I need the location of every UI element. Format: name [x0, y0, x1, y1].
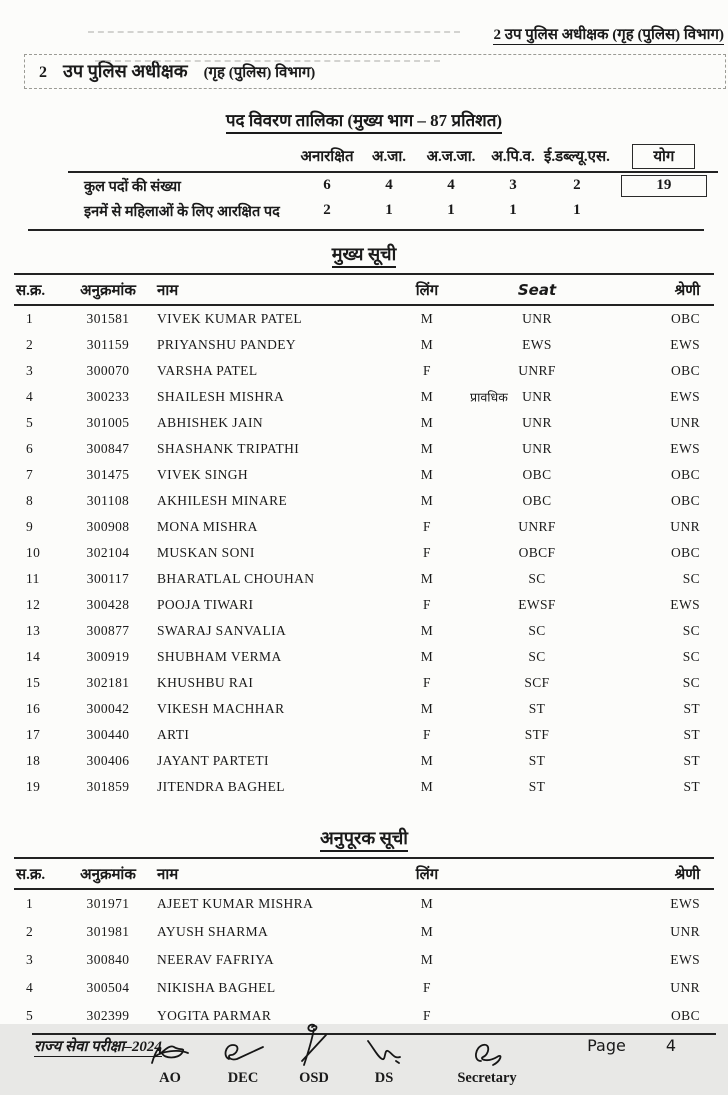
cell-category: OBC: [671, 363, 700, 378]
cell-roll: 302181: [86, 675, 130, 690]
cell-roll: 302399: [86, 1008, 130, 1023]
cell-gender: F: [423, 545, 431, 560]
cell-roll: 301475: [86, 467, 130, 482]
signature-ds: DS: [352, 1037, 416, 1087]
cell-name: VIKESH MACHHAR: [157, 701, 285, 716]
cell-sno: 13: [26, 623, 41, 638]
cell-sno: 2: [26, 337, 34, 352]
cell-sno: 18: [26, 753, 41, 768]
cell-sno: 8: [26, 493, 34, 508]
cell-category: ST: [683, 779, 700, 794]
cell-sno: 6: [26, 441, 34, 456]
table-row: [14, 889, 714, 918]
cell-gender: F: [423, 519, 431, 534]
cell-roll: 300117: [86, 571, 130, 586]
summary-value: 4: [385, 177, 393, 193]
cell-roll: 300440: [86, 727, 130, 742]
cell-roll: 300877: [86, 623, 130, 638]
cell-name: SHAILESH MISHRA: [157, 389, 285, 404]
cell-sno: 2: [26, 924, 34, 939]
table-row: [14, 436, 714, 462]
table-row: [14, 722, 714, 748]
main-list-table: [14, 273, 714, 800]
cell-gender: F: [423, 727, 431, 742]
exam-label: राज्य सेवा परीक्षा–2024: [34, 1036, 162, 1057]
page-number: 4: [665, 1036, 676, 1055]
cell-sno: 15: [26, 675, 41, 690]
cell-roll: 300233: [86, 389, 130, 404]
cell-seat: OBC: [522, 493, 552, 508]
cell-sno: 19: [26, 779, 41, 794]
cell-roll: 301108: [86, 493, 130, 508]
cell-seat: UNRF: [518, 519, 556, 534]
cell-seat: UNR: [522, 441, 552, 456]
total-label-box: योग: [632, 144, 695, 169]
cell-category: EWS: [670, 441, 700, 456]
cell-name: NIKISHA BAGHEL: [157, 980, 276, 995]
cell-seat: SC: [528, 649, 546, 664]
cell-seat: UNR: [522, 415, 552, 430]
corner-note-text: 2 उप पुलिस अधीक्षक (गृह (पुलिस) विभाग): [493, 27, 724, 43]
cell-gender: M: [420, 924, 434, 939]
cell-gender: M: [420, 952, 434, 967]
cell-name: MONA MISHRA: [157, 519, 258, 534]
cell-name: VIVEK SINGH: [157, 467, 249, 482]
cell-sno: 16: [26, 701, 41, 716]
cell-gender: F: [423, 675, 431, 690]
cell-gender: F: [423, 363, 431, 378]
cell-gender: F: [423, 980, 431, 995]
provisional-note: प्रावधिक: [470, 390, 508, 405]
signature-ao: AO: [138, 1039, 202, 1087]
summary-header-sc: अ.जा.: [358, 141, 420, 172]
summary-table-title: पद विवरण तालिका (मुख्य भाग – 87 प्रतिशत): [0, 108, 728, 131]
table-row: [14, 332, 714, 358]
cell-name: ARTI: [157, 727, 190, 742]
cell-sno: 7: [26, 467, 34, 482]
signature-osd: OSD: [282, 1021, 346, 1087]
summary-row-label: इनमें से महिलाओं के लिए आरक्षित पद: [84, 203, 280, 220]
page-indicator: [587, 1036, 690, 1057]
cell-roll: 300919: [86, 649, 130, 664]
cell-category: OBC: [671, 493, 700, 508]
page-footer: [0, 1033, 728, 1086]
cell-roll: 300504: [86, 980, 130, 995]
cell-gender: M: [420, 441, 434, 456]
summary-header-total: [610, 141, 718, 172]
cell-sno: 4: [26, 980, 34, 995]
col-header-roll: अनुक्रमांक: [69, 274, 147, 305]
cell-category: EWS: [670, 389, 700, 404]
cell-category: EWS: [670, 952, 700, 967]
cell-name: BHARATLAL CHOUHAN: [157, 571, 315, 586]
table-row: [14, 1002, 714, 1030]
col-header-category: श्रेणी: [608, 274, 714, 305]
col-header-sno: स.क्र.: [14, 274, 69, 305]
cell-seat: EWSF: [518, 597, 556, 612]
supplementary-list-title: अनुपूरक सूची: [0, 826, 728, 850]
cell-seat: SCF: [524, 675, 550, 690]
table-row: [14, 358, 714, 384]
cell-sno: 1: [26, 311, 34, 326]
cell-sno: 17: [26, 727, 41, 742]
department-number: 2: [39, 64, 47, 81]
table-row: [14, 592, 714, 618]
cell-sno: 10: [26, 545, 41, 560]
summary-value: 1: [573, 202, 581, 218]
cell-seat: ST: [528, 779, 546, 794]
cell-name: SHASHANK TRIPATHI: [157, 441, 300, 456]
cell-name: YOGITA PARMAR: [157, 1008, 272, 1023]
table-row: [14, 946, 714, 974]
cell-name: POOJA TIWARI: [157, 597, 254, 612]
cell-category: UNR: [670, 980, 700, 995]
summary-value: 1: [447, 202, 455, 218]
cell-gender: M: [420, 467, 434, 482]
summary-header-obc: अ.पि.व.: [482, 141, 544, 172]
cell-category: SC: [682, 649, 700, 664]
table-row: [14, 514, 714, 540]
cell-sno: 3: [26, 363, 34, 378]
signature-secretary: Secretary: [432, 1039, 542, 1087]
cell-seat: OBC: [522, 467, 552, 482]
main-list-body: [14, 305, 714, 800]
total-value-box: 19: [621, 175, 707, 197]
cell-roll: 301159: [86, 337, 130, 352]
cell-sno: 5: [26, 415, 34, 430]
cell-seat: EWS: [522, 337, 552, 352]
cell-name: SWARAJ SANVALIA: [157, 623, 287, 638]
cell-category: ST: [683, 727, 700, 742]
table-row: [14, 305, 714, 332]
cell-category: UNR: [670, 415, 700, 430]
table-row: [14, 410, 714, 436]
cell-name: VARSHA PATEL: [157, 363, 258, 378]
table-row: [14, 774, 714, 800]
table-row: [14, 566, 714, 592]
cell-name: NEERAV FAFRIYA: [157, 952, 275, 967]
cell-seat: ST: [528, 753, 546, 768]
cell-name: ABHISHEK JAIN: [157, 415, 264, 430]
cell-category: ST: [683, 753, 700, 768]
cell-gender: M: [420, 493, 434, 508]
cell-name: PRIYANSHU PANDEY: [157, 337, 297, 352]
table-row: [14, 748, 714, 774]
cell-roll: 301971: [86, 896, 130, 911]
cell-gender: M: [420, 389, 434, 404]
cell-roll: 301581: [86, 311, 130, 326]
cell-roll: 300070: [86, 363, 130, 378]
summary-total-cell: [610, 172, 718, 198]
scan-artifact-line: [88, 31, 460, 33]
cell-category: UNR: [670, 924, 700, 939]
cell-sno: 3: [26, 952, 34, 967]
cell-name: AKHILESH MINARE: [157, 493, 288, 508]
cell-seat: STF: [524, 727, 550, 742]
cell-roll: 300042: [86, 701, 130, 716]
col-header-roll: अनुक्रमांक: [69, 858, 147, 889]
cell-roll: 301859: [86, 779, 130, 794]
cell-roll: 300908: [86, 519, 130, 534]
cell-roll: 301981: [86, 924, 130, 939]
table-row: [14, 462, 714, 488]
col-header-gender: लिंग: [388, 274, 466, 305]
cell-roll: 300840: [86, 952, 130, 967]
summary-value: 3: [509, 177, 517, 193]
cell-gender: M: [420, 649, 434, 664]
cell-gender: M: [420, 701, 434, 716]
cell-category: SC: [682, 675, 700, 690]
table-row: [14, 974, 714, 1002]
post-summary-table: [68, 141, 718, 223]
summary-value: 6: [323, 177, 331, 193]
cell-name: JAYANT PARTETI: [157, 753, 269, 768]
cell-sno: 5: [26, 1008, 34, 1023]
supplementary-header-row: [14, 858, 714, 889]
supplementary-list-body: [14, 889, 714, 1030]
cell-seat: SC: [528, 623, 546, 638]
col-header-name: नाम: [147, 274, 388, 305]
page-label: Page: [587, 1036, 626, 1055]
summary-value: 4: [447, 177, 455, 193]
cell-gender: M: [420, 311, 434, 326]
summary-header-empty: [68, 141, 296, 172]
table-row: [14, 644, 714, 670]
cell-category: SC: [682, 571, 700, 586]
cell-name: MUSKAN SONI: [157, 545, 255, 560]
cell-gender: M: [420, 623, 434, 638]
corner-note: [0, 0, 728, 45]
cell-category: OBC: [671, 467, 700, 482]
cell-seat: UNR: [522, 311, 552, 326]
cell-category: OBC: [671, 311, 700, 326]
col-header-gender: लिंग: [388, 858, 466, 889]
cell-name: VIVEK KUMAR PATEL: [157, 311, 303, 326]
cell-category: OBC: [671, 545, 700, 560]
cell-category: ST: [683, 701, 700, 716]
cell-gender: F: [423, 1008, 431, 1023]
cell-sno: 11: [26, 571, 40, 586]
cell-name: JITENDRA BAGHEL: [157, 779, 285, 794]
cell-category: EWS: [670, 597, 700, 612]
cell-gender: M: [420, 415, 434, 430]
horizontal-rule: [28, 229, 704, 231]
cell-gender: M: [420, 779, 434, 794]
summary-row-label: कुल पदों की संख्या: [84, 178, 181, 195]
cell-seat: प्रावधिक UNR: [470, 389, 552, 405]
main-list-title: मुख्य सूची: [0, 242, 728, 266]
cell-sno: 14: [26, 649, 41, 664]
summary-value: 2: [323, 202, 331, 218]
main-list-header-row: [14, 274, 714, 305]
col-header-name: नाम: [147, 858, 388, 889]
cell-name: SHUBHAM VERMA: [157, 649, 282, 664]
cell-gender: F: [423, 597, 431, 612]
cell-roll: 301005: [86, 415, 130, 430]
summary-row-women-reserved: [68, 198, 718, 223]
cell-name: AYUSH SHARMA: [157, 924, 269, 939]
cell-category: SC: [682, 623, 700, 638]
summary-row-total-posts: [68, 172, 718, 198]
signature-dec: DEC: [208, 1039, 278, 1087]
cell-gender: M: [420, 753, 434, 768]
cell-category: EWS: [670, 896, 700, 911]
table-row: [14, 918, 714, 946]
department-title: उप पुलिस अधीक्षक: [63, 61, 188, 81]
table-row: [14, 670, 714, 696]
cell-name: KHUSHBU RAI: [157, 675, 254, 690]
cell-sno: 9: [26, 519, 34, 534]
table-row: [14, 488, 714, 514]
cell-roll: 300847: [86, 441, 130, 456]
supplementary-list-table: [14, 857, 714, 1030]
cell-roll: 300406: [86, 753, 130, 768]
cell-seat: UNRF: [518, 363, 556, 378]
table-row: [14, 540, 714, 566]
cell-name: AJEET KUMAR MISHRA: [157, 896, 314, 911]
summary-value: 2: [573, 177, 581, 193]
cell-sno: 1: [26, 896, 34, 911]
cell-category: UNR: [670, 519, 700, 534]
col-header-category: श्रेणी: [466, 858, 714, 889]
summary-value: 1: [509, 202, 517, 218]
summary-header-ews: ई.डब्ल्यू.एस.: [544, 141, 610, 172]
table-row: [14, 696, 714, 722]
cell-gender: M: [420, 896, 434, 911]
cell-seat: ST: [528, 701, 546, 716]
cell-category: EWS: [670, 337, 700, 352]
department-subtitle: (गृह (पुलिस) विभाग): [203, 65, 316, 81]
summary-header-row: [68, 141, 718, 172]
table-row: [14, 384, 714, 410]
summary-value: 1: [385, 202, 393, 218]
scan-artifact-line: [95, 60, 440, 62]
cell-gender: M: [420, 337, 434, 352]
cell-roll: 302104: [86, 545, 130, 560]
cell-sno: 12: [26, 597, 41, 612]
summary-total-cell: [610, 198, 718, 223]
cell-seat: OBCF: [518, 545, 556, 560]
table-row: [14, 618, 714, 644]
cell-gender: M: [420, 571, 434, 586]
cell-seat: SC: [528, 571, 546, 586]
cell-roll: 300428: [86, 597, 130, 612]
summary-header-st: अ.ज.जा.: [420, 141, 482, 172]
col-header-seat: Seat: [466, 274, 608, 305]
cell-category: OBC: [671, 1008, 700, 1023]
cell-sno: 4: [26, 389, 34, 404]
col-header-sno: स.क्र.: [14, 858, 69, 889]
summary-header-unreserved: अनारक्षित: [296, 141, 358, 172]
